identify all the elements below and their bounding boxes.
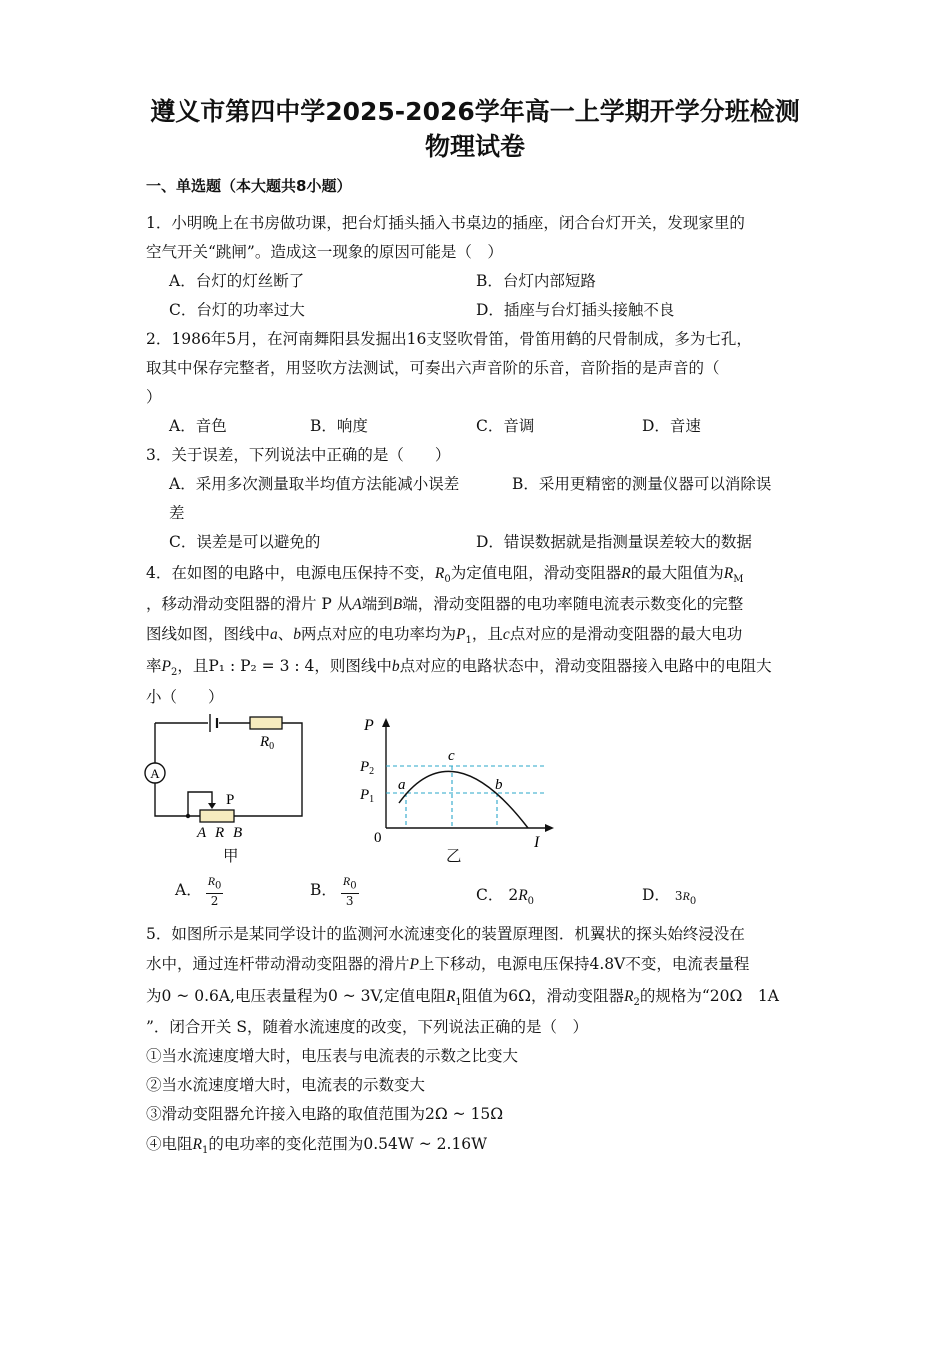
q3-line1: 3．关于误差，下列说法中正确的是（ ） bbox=[146, 446, 451, 464]
q2-option-c[interactable]: C．音调 bbox=[476, 417, 535, 435]
q4-option-b[interactable]: B． $\frac{R_0}{3}$ bbox=[310, 874, 357, 909]
q5-statement-4: ④电阻$R_1$的电功率的变化范围为0.54W ~ 2.16W bbox=[146, 1135, 488, 1157]
exam-title-line1: 遵义市第四中学2025-2026学年高一上学期开学分班检测 bbox=[150, 97, 800, 126]
q1-option-b[interactable]: B．台灯内部短路 bbox=[476, 272, 596, 290]
p2-axis-label: $P_2$ bbox=[360, 759, 375, 777]
rheostat-resistor bbox=[200, 810, 234, 822]
q1-option-d[interactable]: D．插座与台灯插头接触不良 bbox=[476, 301, 675, 319]
q4-line5: 小（ ） bbox=[146, 688, 224, 706]
q3-option-a[interactable]: A．采用多次测量取半均值方法能减小误差 bbox=[169, 475, 460, 493]
q2-option-a[interactable]: A．音色 bbox=[169, 417, 227, 435]
exam-title-line2: 物理试卷 bbox=[424, 132, 525, 161]
q3-option-b[interactable]: B．采用更精密的测量仪器可以消除误 bbox=[512, 475, 772, 493]
q5-line2: 水中，通过连杆带动滑动变阻器的滑片P上下移动，电源电压保持4.8V不变，电流表量程 bbox=[146, 955, 750, 973]
q2-option-b[interactable]: B．响度 bbox=[310, 417, 368, 435]
q2-line1: 2．1986年5月，在河南舞阳县发掘出16支竖吹骨笛，骨笛用鹤的尺骨制成，多为七孔， bbox=[146, 330, 752, 348]
q4-line1: 4．在如图的电路中，电源电压保持不变，$R_0$为定值电阻，滑动变阻器R的最大阻值为$R_M$ bbox=[146, 564, 744, 586]
x-axis-label: I bbox=[534, 834, 540, 851]
x-axis-arrow-icon bbox=[545, 824, 554, 832]
q3-option-c[interactable]: C．误差是可以避免的 bbox=[169, 533, 321, 551]
q5-statement-1: ①当水流速度增大时，电压表与电流表的示数之比变大 bbox=[146, 1047, 519, 1065]
origin-label: 0 bbox=[374, 830, 382, 846]
power-current-graph bbox=[352, 712, 557, 854]
q1-line1: 1．小明晚上在书房做功课，把台灯插头插入书桌边的插座，闭合台灯开关，发现家里的 bbox=[146, 214, 745, 232]
q1-option-c[interactable]: C．台灯的功率过大 bbox=[169, 301, 305, 319]
q4-line2: ，移动滑动变阻器的滑片 P 从A端到B端，滑动变阻器的电功率随电流表示数变化的完整 bbox=[146, 595, 744, 613]
y-axis-arrow-icon bbox=[382, 718, 390, 727]
point-b-label: b bbox=[495, 777, 503, 793]
q4-ratio: P₁ : P₂ = 3 : 4 bbox=[208, 657, 315, 675]
point-c-label: c bbox=[448, 748, 455, 764]
junction-dot-icon bbox=[186, 814, 190, 818]
q4-line4: 率$P_2$，且P₁ : P₂ = 3 : 4，则图线中b点对应的电路状态中，滑动变阻器接入电路中的电阻大 bbox=[146, 657, 772, 679]
q5-line3: 为0 ~ 0.6A,电压表量程为0 ~ 3V,定值电阻$R_1$阻值为6Ω，滑动变阻器$R_2$的规格为“20Ω 1A bbox=[146, 987, 779, 1009]
slider-label: P bbox=[226, 792, 235, 808]
fig-yi-caption: 乙 bbox=[446, 847, 462, 865]
slider-arrow-icon bbox=[208, 803, 216, 809]
q2-option-d[interactable]: D．音速 bbox=[642, 417, 701, 435]
q2-line2: 取其中保存完整者，用竖吹方法测试，可奏出六声音阶的乐音，音阶指的是声音的（ bbox=[146, 359, 720, 377]
end-a-label: A bbox=[197, 825, 207, 841]
q4-option-c[interactable]: C． $2R_0$ bbox=[476, 886, 535, 908]
q3-option-b-wrap: 差 bbox=[169, 504, 185, 522]
q5-statement-2: ②当水流速度增大时，电流表的示数变大 bbox=[146, 1076, 426, 1094]
q4-line3: 图线如图，图线中a、b两点对应的电功率均为$P_1$，且c点对应的是滑动变阻器的最大电功 bbox=[146, 625, 743, 647]
point-a-label: a bbox=[398, 777, 406, 793]
end-r-label: R bbox=[215, 825, 225, 841]
q1-line2: 空气开关“跳闸”。造成这一现象的原因可能是（ ） bbox=[146, 243, 503, 261]
fig-jia-caption: 甲 bbox=[223, 847, 239, 865]
q2-line3: ） bbox=[146, 388, 162, 406]
r0-label: $R_0$ bbox=[260, 734, 275, 752]
p1-axis-label: $P_1$ bbox=[360, 787, 375, 805]
section-heading: 一、单选题（本大题共8小题） bbox=[146, 177, 352, 195]
q5-line4: ”．闭合开关 S，随着水流速度的改变，下列说法正确的是（ ） bbox=[146, 1018, 588, 1036]
q5-statement-3: ③滑动变阻器允许接入电路的取值范围为2Ω ~ 15Ω bbox=[146, 1105, 504, 1123]
q1-option-a[interactable]: A．台灯的灯丝断了 bbox=[169, 272, 305, 290]
q4-option-d[interactable]: D． $3R_0$ bbox=[642, 886, 697, 908]
y-axis-label: P bbox=[364, 717, 374, 734]
r0-resistor bbox=[250, 717, 282, 729]
q3-option-d[interactable]: D．错误数据就是指测量误差较大的数据 bbox=[476, 533, 752, 551]
power-curve bbox=[399, 771, 528, 828]
ammeter-label: A bbox=[150, 766, 160, 781]
q5-line1: 5．如图所示是某同学设计的监测河水流速变化的装置原理图．机翼状的探头始终浸没在 bbox=[146, 925, 745, 943]
q4-option-a[interactable]: A． $\frac{R_0}{2}$ bbox=[175, 874, 222, 909]
end-b-label: B bbox=[233, 825, 243, 841]
